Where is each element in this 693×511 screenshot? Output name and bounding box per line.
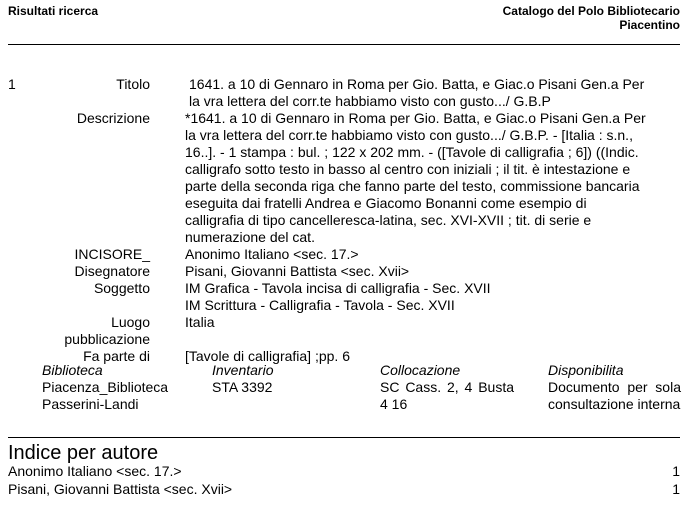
incisore-label: INCISORE_ — [74, 246, 150, 262]
incisore-value: Anonimo Italiano <sec. 17.> — [185, 246, 359, 262]
luogo-value: Italia — [185, 314, 215, 330]
catalog-name-line1: Catalogo del Polo Bibliotecario — [502, 4, 680, 18]
index-entry-count: 1 — [672, 463, 680, 479]
index-entry-name: Anonimo Italiano <sec. 17.> — [8, 463, 182, 479]
record-number: 1 — [8, 76, 16, 92]
holdings-header-inventario: Inventario — [212, 362, 274, 378]
holdings-disponibilita: Documento per sola consultazione interna — [548, 379, 681, 412]
header-divider — [8, 44, 680, 45]
disegnatore-label: Disegnatore — [74, 263, 150, 279]
soggetto-value: IM Grafica - Tavola incisa di calligrafia - Sec. XVII IM Scrittura - Calligrafia - Tavola - Sec. XVII — [185, 280, 491, 313]
index-divider — [8, 437, 680, 438]
holdings-biblioteca: Piacenza_Biblioteca Passerini-Landi — [42, 379, 169, 412]
faparte-value: [Tavole di calligrafia] ;pp. 6 — [185, 348, 350, 364]
catalog-name-line2: Piacentino — [619, 18, 680, 32]
descrizione-value: *1641. a 10 di Gennaro in Roma per Gio. Batta, e Giac.o Pisani Gen.a Per la vra lettera del corr.te habbiamo visto con gusto.../ G.B.P. - [Italia : s.n., 16..]. - 1 stampa : bul. ; 122 x 202 mm. - ([Tavole di calligrafia ; 6]) ((Indic. calligrafo sotto testo in basso al centro con iniziali ; il tit. è intestazione e parte della seconda riga che fanno parte del testo, commissione bancaria eseguita dai fratelli Andrea e Giacomo Bonanni come esempio di calligrafia di tipo cancelleresca-latina, sec. XVI-XVII ; tit. di serie e numerazione del cat. — [185, 110, 646, 245]
results-title: Risultati ricerca — [8, 4, 99, 18]
index-title: Indice per autore — [8, 442, 159, 464]
faparte-label: Fa parte di — [83, 348, 150, 364]
holdings-inventario: STA 3392 — [212, 379, 273, 395]
luogo-label: Luogo pubblicazione — [64, 314, 150, 347]
holdings-header-collocazione: Collocazione — [380, 362, 461, 378]
titolo-value: 1641. a 10 di Gennaro in Roma per Gio. Batta, e Giac.o Pisani Gen.a Per la vra lettera del corr.te habbiamo visto con gusto.../ G.B.P — [189, 76, 645, 109]
catalog-name — [503, 4, 680, 32]
index-entry-name: Pisani, Giovanni Battista <sec. Xvii> — [8, 481, 233, 497]
holdings-header-biblioteca: Biblioteca — [42, 362, 103, 378]
holdings-header-disponibilita: Disponibilita — [548, 362, 624, 378]
holdings-collocazione: SC Cass. 2, 4 Busta 4 16 — [380, 379, 514, 412]
titolo-label: Titolo — [116, 76, 150, 92]
descrizione-label: Descrizione — [76, 110, 150, 126]
soggetto-label: Soggetto — [93, 280, 150, 296]
index-entry-count: 1 — [672, 481, 680, 497]
disegnatore-value: Pisani, Giovanni Battista <sec. Xvii> — [185, 263, 410, 279]
